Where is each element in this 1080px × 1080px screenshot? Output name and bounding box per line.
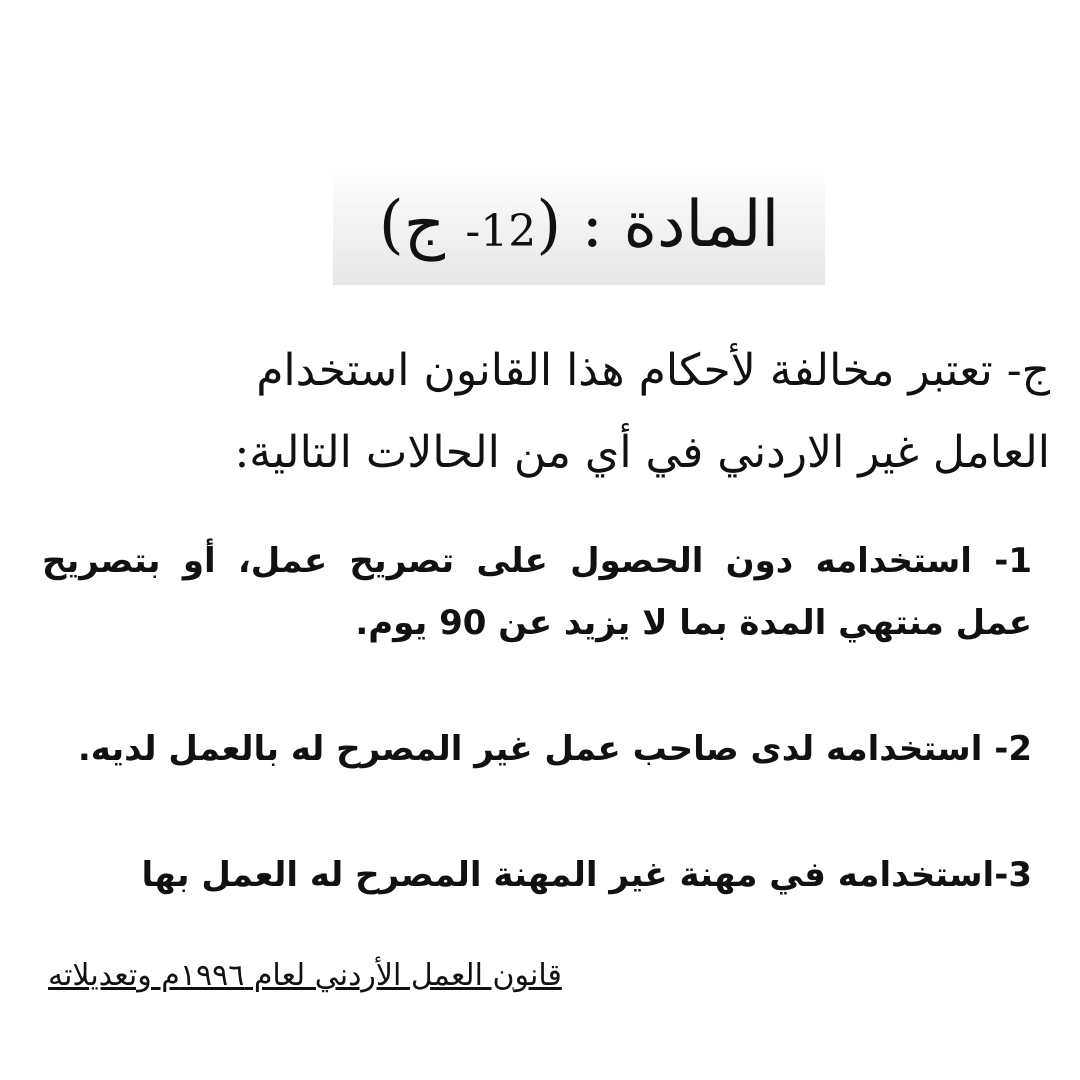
article-title-suffix: ج) <box>378 188 466 262</box>
violation-cases-list <box>42 530 1032 906</box>
list-item-1: 1- استخدامه دون الحصول على تصريح عمل، أو بتصريح عمل منتهي المدة بما لا يزيد عن 90 يوم. <box>42 541 1032 643</box>
article-title <box>378 188 780 262</box>
intro-line-1: ج- تعتبر مخالفة لأحكام هذا القانون استخدام <box>256 345 1050 396</box>
article-title-prefix: المادة : ( <box>536 188 780 262</box>
article-intro <box>40 330 1050 494</box>
article-title-number: 12- <box>465 206 537 257</box>
list-item-2: 2- استخدامه لدى صاحب عمل غير المصرح له بالعمل لديه. <box>77 729 1032 769</box>
source-citation: قانون العمل الأردني لعام ١٩٩٦م وتعديلاته <box>48 958 562 993</box>
intro-line-2: العامل غير الاردني في أي من الحالات التالية: <box>234 427 1050 478</box>
article-title-box <box>333 165 825 285</box>
list-item-3: 3-استخدامه في مهنة غير المهنة المصرح له العمل بها <box>141 855 1032 895</box>
